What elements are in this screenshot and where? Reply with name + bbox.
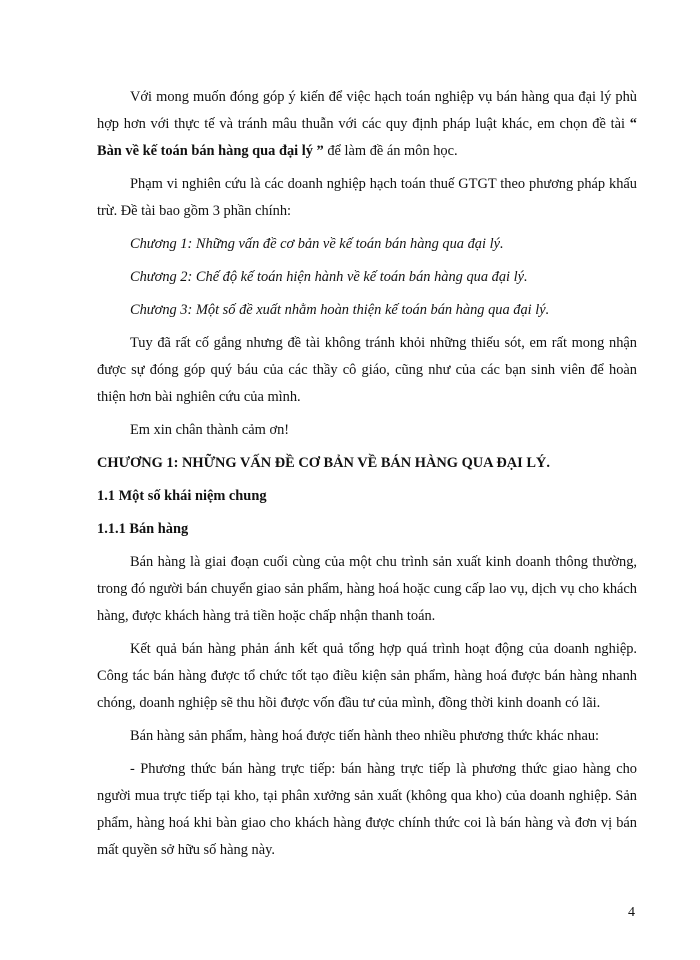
body-paragraph-3: Bán hàng sản phẩm, hàng hoá được tiến hành theo nhiều phương thức khác nhau: (130, 728, 600, 744)
page-content (97, 84, 637, 870)
body-paragraph-1: Bán hàng là giai đoạn cuối cùng của một chu trình sản xuất kinh doanh thông thường, trong đó người bán chuyển giao sản phẩm, hàng hoá hoặc cung cấp lao vụ, dịch vụ cho khách hàng, được khách hàng trả tiền hoặc chấp nhận thanh toán. (97, 554, 637, 624)
thesis-title: “ Bàn về kế toán bán hàng qua đại lý ” (97, 116, 637, 159)
chapter-list-item-1: Chương 1: Những vấn đề cơ bản về kế toán bán hàng qua đại lý. (130, 236, 504, 252)
page-number: 4 (628, 905, 635, 920)
section-1-1-heading: 1.1 Một số khái niệm chung (97, 488, 267, 504)
chapter-1-title: CHƯƠNG 1: NHỮNG VẤN ĐỀ CƠ BẢN VỀ BÁN HÀNG QUA ĐẠI LÝ. (97, 455, 550, 471)
intro-paragraph-3: Tuy đã rất cố gắng nhưng đề tài không tránh khỏi những thiếu sót, em rất mong nhận được sự đóng góp quý báu của các thầy cô giáo, cũng như của các bạn sinh viên để hoàn thiện hơn bài nghiên cứu của mình. (97, 335, 637, 405)
body-paragraph-4: - Phương thức bán hàng trực tiếp: bán hàng trực tiếp là phương thức giao hàng cho người mua trực tiếp tại kho, tại phân xưởng sản xuất (không qua kho) của doanh nghiệp. Sản phẩm, hàng hoá khi bàn giao cho khách hàng được chính thức coi là bán hàng và đơn vị bán mất quyền sở hữu số hàng này. (97, 761, 637, 858)
section-1-1-1-heading: 1.1.1 Bán hàng (97, 521, 189, 537)
intro-paragraph-2: Phạm vi nghiên cứu là các doanh nghiệp hạch toán thuế GTGT theo phương pháp khấu trừ. Đề tài bao gồm 3 phần chính: (97, 176, 637, 219)
intro-text-end: để làm đề án môn học. (323, 143, 458, 159)
chapter-list-item-2: Chương 2: Chế độ kế toán hiện hành về kế toán bán hàng qua đại lý. (130, 269, 528, 285)
thanks-line: Em xin chân thành cảm ơn! (130, 422, 290, 438)
chapter-list-item-3: Chương 3: Một số đề xuất nhằm hoàn thiện kế toán bán hàng qua đại lý. (130, 302, 550, 318)
intro-text: Với mong muốn đóng góp ý kiến để việc hạch toán nghiệp vụ bán hàng qua đại lý phù hợp hơn với thực tế và tránh mâu thuẫn với các quy định pháp luật khác, em chọn đề tài (97, 89, 637, 132)
body-paragraph-2: Kết quả bán hàng phản ánh kết quả tổng hợp quá trình hoạt động của doanh nghiệp. Công tác bán hàng được tổ chức tốt tạo điều kiện sản phẩm, hàng hoá được bán hàng nhanh chóng, doanh nghiệp sẽ thu hồi được vốn đầu tư của mình, đồng thời kinh doanh có lãi. (97, 641, 637, 711)
intro-paragraph-1 (97, 84, 637, 165)
